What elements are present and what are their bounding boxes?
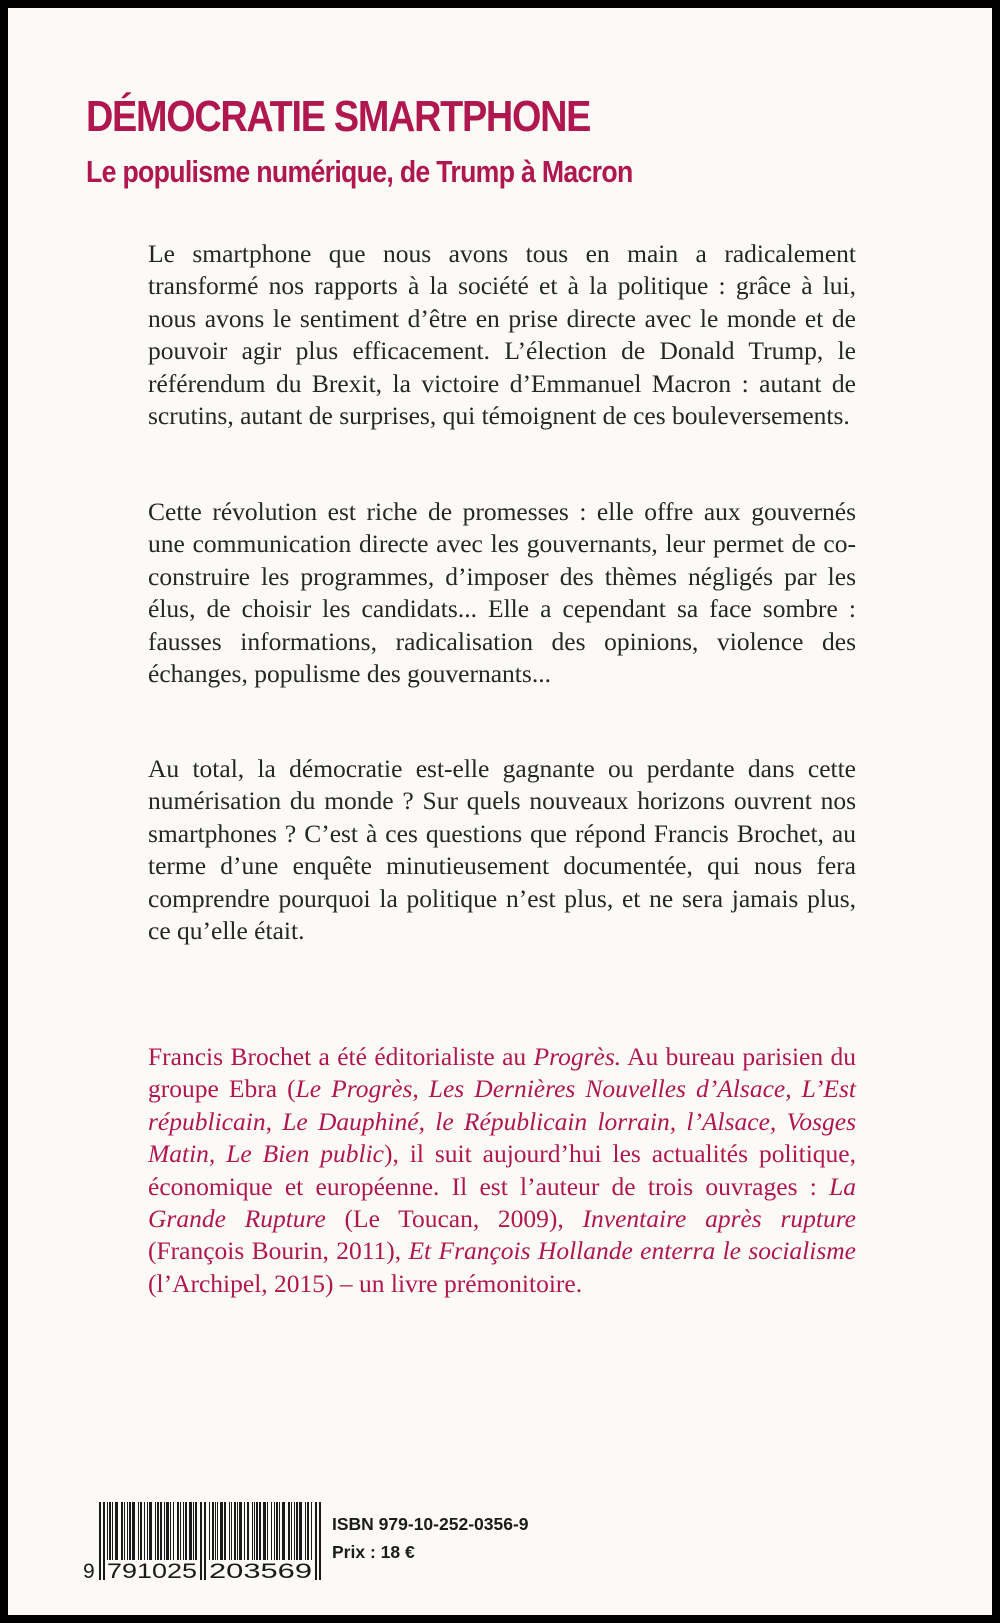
barcode-bar — [259, 1502, 261, 1562]
bio-book-title-italic: Et François Hollande enterra le socialisme — [408, 1236, 856, 1266]
barcode-bar — [256, 1502, 258, 1562]
barcode-bar — [121, 1502, 123, 1562]
barcode-bar — [224, 1502, 226, 1562]
barcode-bar — [124, 1502, 125, 1562]
barcode-bar — [109, 1502, 111, 1562]
barcode-bar — [177, 1502, 179, 1562]
barcode-right-digits: 203569 — [209, 1560, 312, 1580]
barcode-bar — [215, 1502, 216, 1562]
barcode-bar — [288, 1502, 290, 1562]
barcode-left-digits: 791025 — [107, 1560, 197, 1580]
barcode-bar — [234, 1502, 236, 1562]
bio-text: Francis Brochet a été éditorialiste au — [148, 1042, 534, 1071]
barcode-bar — [267, 1502, 268, 1562]
barcode-bar — [299, 1502, 302, 1562]
barcode-bar — [164, 1502, 165, 1562]
barcode-bar — [296, 1502, 298, 1562]
summary-paragraph-2: Cette révolution est riche de promesses : elle offre aux gouvernés une communication directe avec les gouvernants, leur permet de co-construire les programmes, d’imposer des thèmes négligés par les élus, de choisir les candidats... Elle a cependant sa face sombre : fausses informations, radicalisation des opinions, violence des échanges, populisme des gouvernants... — [148, 497, 856, 689]
barcode-bar — [276, 1502, 278, 1562]
barcode-bar — [155, 1502, 156, 1562]
barcode-bar — [307, 1502, 309, 1562]
summary-paragraph-1: Le smartphone que nous avons tous en main a radicalement transformé nos rapports à la société et à la politique : grâce à lui, nous avons le sentiment d’être en prise directe avec le monde et de pouvoir agir plus efficacement. L’élection de Donald Trump, le référendum du Brexit, la victoire d’Emmanuel Macron : autant de scrutins, autant de surprises, qui témoignent de ces bouleversements. — [148, 239, 856, 431]
barcode-bar — [166, 1502, 169, 1562]
barcode-bar — [112, 1502, 113, 1562]
barcode-bar — [252, 1502, 253, 1562]
barcode-first-digit: 9 — [83, 1560, 95, 1580]
barcode-bar — [274, 1502, 275, 1562]
bio-book-title-italic: La Grande Rupture — [148, 1171, 856, 1234]
barcode-bar — [173, 1502, 174, 1562]
bio-text: Au bureau parisien du groupe Ebra ( — [148, 1042, 856, 1104]
book-subtitle: Le populisme numérique, de Trump à Macron — [86, 154, 633, 189]
barcode-bar — [185, 1502, 187, 1562]
barcode-bar — [239, 1502, 242, 1562]
barcode-bar — [220, 1502, 223, 1562]
bio-newspapers-italic: Le Progrès, Les Dernières Nouvelles d’Alsace, L’Est républicain, Le Dauphiné, le Républicain lorrain, l’Alsace, Vosges Matin, Le Bien public — [148, 1074, 856, 1169]
barcode-bar — [149, 1502, 152, 1562]
bio-text: (l’Archipel, 2015) – un livre prémonitoire. — [148, 1268, 583, 1298]
barcode-bar — [115, 1502, 118, 1562]
barcode-bar — [311, 1502, 312, 1562]
barcode-bar — [127, 1502, 128, 1562]
barcode-bar — [294, 1502, 295, 1562]
barcode-bar — [279, 1502, 280, 1562]
barcode-bar — [144, 1502, 145, 1562]
barcode-bar — [183, 1502, 184, 1562]
author-bio — [148, 1041, 856, 1300]
barcode-bar — [170, 1502, 171, 1562]
barcode-bar — [195, 1502, 197, 1562]
price-label: Prix : 18 € — [332, 1542, 415, 1562]
barcode-bar — [212, 1502, 214, 1562]
summary-paragraph-3: Au total, la démocratie est-elle gagnante ou perdante dans cette numérisation du monde ? Sur quels nouveaux horizons ouvrent nos smartphones ? C’est à ces questions que répond Francis Brochet, au terme d’une enquête minutieusement documentée, qui nous fera comprendre pourquoi la politique n’est plus, et ne sera jamais plus, ce qu’elle était. — [148, 754, 856, 946]
barcode-bar — [193, 1502, 194, 1562]
barcode-bar — [237, 1502, 238, 1562]
barcode-bar — [282, 1502, 285, 1562]
bio-text: ), il suit aujourd’hui les actualités politique, économique et européenne. Il est l’auteur de trois ouvrages : — [148, 1139, 856, 1201]
bio-text: (François Bourin, 2011), — [148, 1236, 409, 1266]
barcode-bar — [209, 1502, 210, 1562]
barcode-bar — [305, 1502, 306, 1562]
barcode-icon — [83, 1502, 323, 1580]
book-title: DÉMOCRATIE SMARTPHONE — [86, 92, 591, 141]
barcode-bar — [180, 1502, 181, 1562]
barcode-bar — [140, 1502, 142, 1562]
barcode-bar — [271, 1502, 272, 1562]
barcode-bar — [189, 1502, 192, 1562]
barcode-bar — [263, 1502, 266, 1562]
barcode-bar — [231, 1502, 232, 1562]
barcode-bar — [129, 1502, 131, 1562]
bio-text: (Le Toucan, 2009), — [325, 1204, 583, 1234]
barcode-bar — [138, 1502, 139, 1562]
barcode-bar — [247, 1502, 249, 1562]
bio-book-title-italic: Inventaire après rupture — [582, 1204, 856, 1234]
barcode-bar — [157, 1502, 159, 1562]
bio-title-italic: Progrès. — [533, 1042, 622, 1071]
barcode-bar — [107, 1502, 108, 1562]
barcode-bar — [254, 1502, 255, 1562]
barcode-bar — [229, 1502, 230, 1562]
barcode-bar — [291, 1502, 292, 1562]
barcode-bar — [244, 1502, 245, 1562]
barcode-bar — [147, 1502, 148, 1562]
barcode-bar — [132, 1502, 135, 1562]
barcode-bar — [217, 1502, 218, 1562]
back-cover — [8, 8, 992, 1615]
isbn-label: ISBN 979-10-252-0356-9 — [332, 1514, 529, 1534]
barcode-bar — [160, 1502, 162, 1562]
